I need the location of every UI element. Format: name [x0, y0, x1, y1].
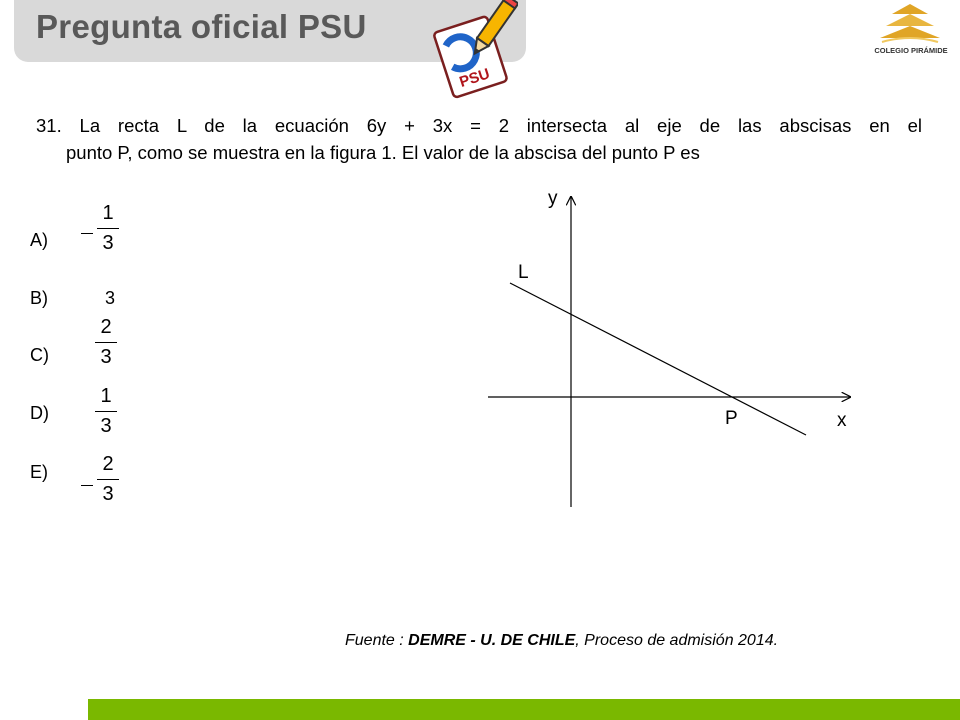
question-line-1: 31. La recta L de la ecuación 6y + 3x = 2 intersecta al eje de las abscisas en el	[36, 115, 922, 136]
option-b-label: B)	[30, 288, 48, 308]
page-title: Pregunta oficial PSU	[36, 8, 367, 45]
option-c-label: C)	[30, 345, 49, 365]
option-d-denominator: 3	[100, 415, 112, 437]
option-b-value: 3	[105, 288, 116, 308]
option-a-label: A)	[30, 230, 48, 250]
line-label: L	[518, 262, 529, 283]
option-c-fraction	[95, 316, 117, 368]
logo-text: COLEGIO PIRÁMIDE	[874, 46, 948, 55]
option-e-fraction	[97, 453, 119, 505]
point-label: P	[725, 408, 738, 429]
x-axis-label: x	[837, 410, 847, 431]
y-axis-label: y	[548, 188, 558, 209]
source-citation	[345, 632, 778, 650]
question-line-2: punto P, como se muestra en la figura 1. El valor de la abscisa del punto P es	[66, 142, 700, 163]
option-e-label: E)	[30, 462, 48, 482]
option-a-numerator: 1	[102, 202, 114, 224]
option-c-numerator: 2	[100, 316, 112, 338]
option-d-fraction	[95, 385, 117, 437]
question-text	[36, 112, 922, 166]
option-a-denominator: 3	[102, 232, 114, 254]
option-a-minus-sign	[81, 233, 93, 234]
option-e-numerator: 2	[102, 453, 114, 475]
option-e-denominator: 3	[102, 483, 114, 505]
source-suffix: , Proceso de admisión 2014.	[575, 632, 779, 649]
source-bold: DEMRE - U. DE CHILE	[408, 632, 576, 649]
fraction-bar	[95, 342, 117, 343]
fraction-bar	[97, 479, 119, 480]
option-d-label: D)	[30, 403, 49, 423]
line-l	[510, 283, 806, 435]
fraction-bar	[97, 228, 119, 229]
option-d-numerator: 1	[100, 385, 112, 407]
psu-pencil-icon	[428, 0, 518, 100]
figure-graph	[480, 185, 870, 515]
colegio-piramide-logo	[870, 2, 950, 68]
option-a-fraction	[97, 202, 119, 254]
svg-text:PSU: PSU	[457, 65, 492, 91]
footer-bar	[88, 699, 960, 720]
option-c-denominator: 3	[100, 346, 112, 368]
source-prefix: Fuente :	[345, 632, 409, 649]
option-e-minus-sign	[81, 485, 93, 486]
fraction-bar	[95, 411, 117, 412]
